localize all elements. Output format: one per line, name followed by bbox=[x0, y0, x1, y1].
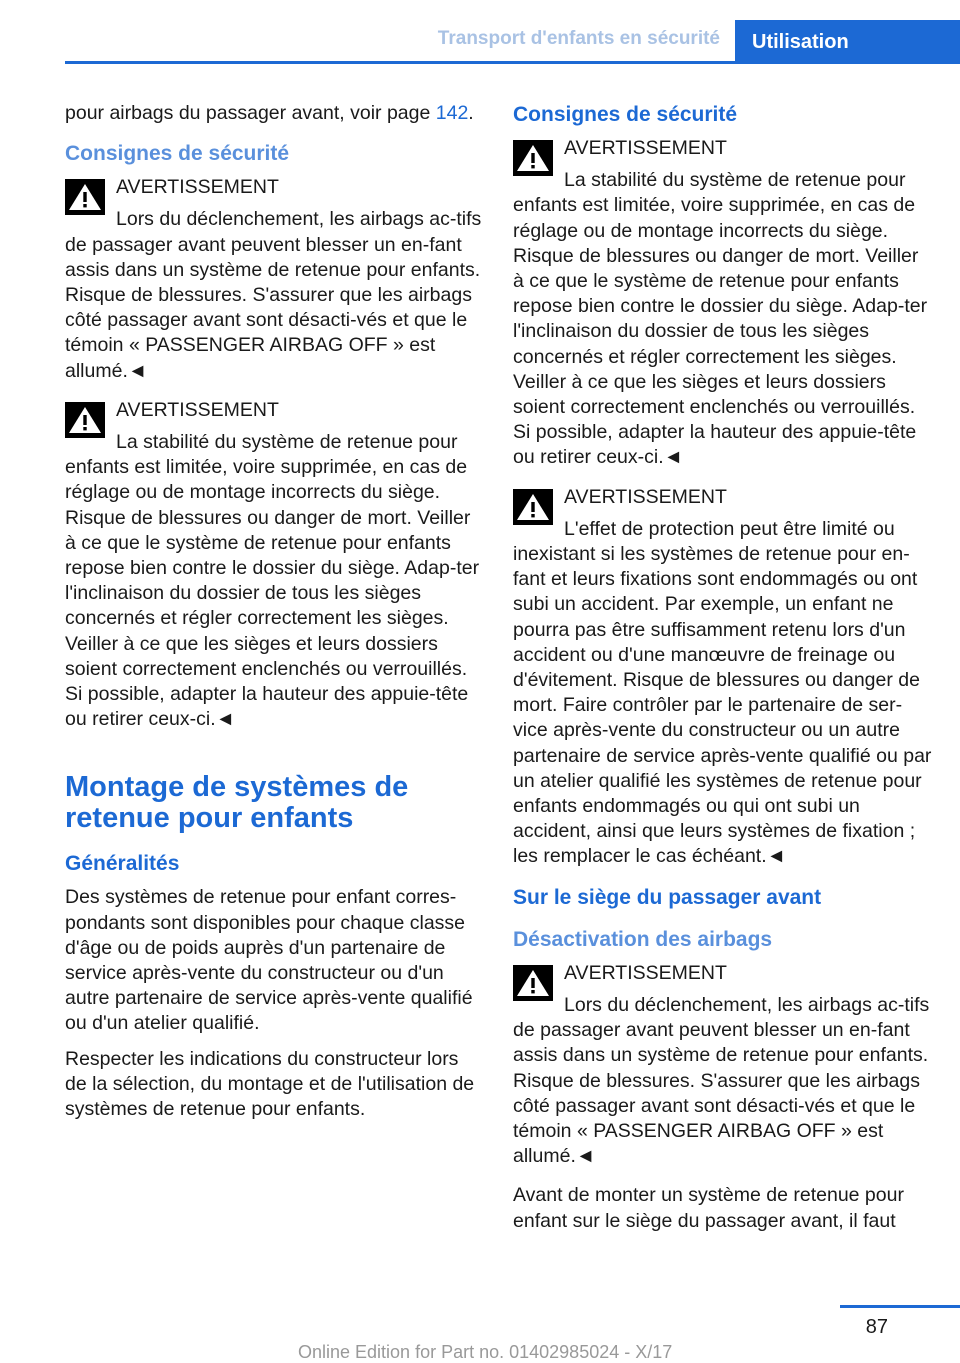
header-tab-utilisation: Utilisation bbox=[735, 20, 960, 61]
warning-text: La stabilité du système de retenue pour enfants est limitée, voire supprimée, en cas de réglage ou de montage incorrects du siège. Risque de blessures ou danger de mort. Veiller à ce que le système de retenue pour enfants repose bien contre le dossier du siège. Adap‐ter l'inclinaison du dossier de tous les sièges concernés et régler correctement les sièges. Veiller à ce que les sièges et leurs dossiers soient correctement enclenchés ou verrouillés. Si possible, adapter la hauteur des appuie-tête ou retirer ceux-ci.◄ bbox=[513, 169, 928, 469]
heading-safety-instructions: Consignes de sécurité bbox=[65, 142, 290, 166]
warning-text: Lors du déclenchement, les airbags ac‐tifs de passager avant peuvent blesser un en‐fant assis dans un système de retenue pour enfants. Risque de blessures. S'assurer que les airbags côté passager avant sont désacti‐vés et que le témoin « PASSENGER AIRBAG OFF » est allumé.◄ bbox=[65, 208, 482, 382]
warning-triangle-icon bbox=[65, 402, 105, 438]
warning-triangle-icon bbox=[513, 140, 553, 176]
warning-block bbox=[65, 398, 483, 733]
warning-triangle-icon bbox=[513, 965, 553, 1001]
heading-general: Généralités bbox=[65, 852, 180, 876]
warning-block bbox=[513, 961, 933, 1170]
warning-title: AVERTISSEMENT bbox=[564, 137, 727, 159]
heading-safety-instructions: Consignes de sécurité bbox=[513, 103, 738, 126]
header-rule bbox=[65, 61, 960, 64]
warning-triangle-icon bbox=[513, 489, 553, 525]
page-link[interactable]: 142 bbox=[435, 102, 469, 124]
intro-paragraph: pour airbags du passager avant, voir page 142. bbox=[65, 102, 474, 124]
right-column bbox=[513, 101, 933, 1244]
heading-front-passenger-seat: Sur le siège du passager avant bbox=[513, 885, 822, 909]
warning-title: AVERTISSEMENT bbox=[564, 485, 727, 508]
warning-text: La stabilité du système de retenue pour enfants est limitée, voire supprimée, en cas de réglage ou de montage incorrects du siège. Risque de blessures ou danger de mort. Veiller à ce que le système de retenue pour enfants repose bien contre le dossier du siège. Adap‐ter l'inclinaison du dossier de tous les sièges concernés et régler correctement les sièges. Veiller à ce que les sièges et leurs dossiers soient correctement enclenchés ou verrouillés. Si possible, adapter la hauteur des appuie-tête ou retirer ceux-ci.◄ bbox=[65, 431, 480, 731]
warning-title: AVERTISSEMENT bbox=[116, 176, 279, 199]
warning-title: AVERTISSEMENT bbox=[116, 398, 279, 421]
warning-block bbox=[513, 485, 933, 870]
footer-rule bbox=[840, 1305, 960, 1308]
warning-triangle-icon bbox=[65, 179, 105, 215]
left-column bbox=[65, 101, 483, 1132]
footer-edition-text: Online Edition for Part no. 01402985024 - X/17 bbox=[298, 1342, 673, 1362]
warning-block bbox=[513, 136, 933, 471]
warning-block bbox=[65, 175, 483, 384]
paragraph: Des systèmes de retenue pour enfant corres‐pondants sont disponibles pour chaque classe d'âge ou de poids auprès d'un partenaire de service après-vente du constructeur ou d'un autre partenaire de service après-vente qualifié ou d'un atelier qualifié. bbox=[65, 886, 473, 1035]
header-section-title: Transport d'enfants en sécurité bbox=[437, 28, 720, 49]
paragraph: Respecter les indications du constructeur lors de la sélection, du montage et de l'utilisation de systèmes de retenue pour enfants. bbox=[65, 1047, 475, 1121]
heading-mounting-child-seats: Montage de systèmes de retenue pour enfants bbox=[65, 771, 409, 835]
paragraph: Avant de monter un système de retenue pour enfant sur le siège du passager avant, il faut bbox=[513, 1184, 904, 1232]
heading-airbag-deactivation: Désactivation des airbags bbox=[513, 927, 773, 951]
warning-title: AVERTISSEMENT bbox=[564, 961, 727, 984]
page-number: 87 bbox=[865, 1316, 888, 1338]
warning-text: L'effet de protection peut être limité ou inexistant si les systèmes de retenue pour en‐fant et leurs fixations sont endommagés ou ont subi un accident. Par exemple, un enfant ne pourra pas être suffisamment retenu lors d'un accident ou d'une manœuvre de freinage ou d'évitement. Risque de blessures ou danger de mort. Faire contrôler par le partenaire de ser‐vice après-vente du constructeur ou un autre partenaire de service après-vente qualifié ou par un atelier qualifié les systèmes de retenue pour enfants endommagés ou qui ont subi un accident, ainsi que leurs systèmes de fixation ; les remplacer le cas échéant.◄ bbox=[513, 517, 932, 868]
warning-text: Lors du déclenchement, les airbags ac‐tifs de passager avant peuvent blesser un en‐fant assis dans un système de retenue pour enfants. Risque de blessures. S'assurer que les airbags côté passager avant sont désacti‐vés et que le témoin « PASSENGER AIRBAG OFF » est allumé.◄ bbox=[513, 993, 930, 1168]
